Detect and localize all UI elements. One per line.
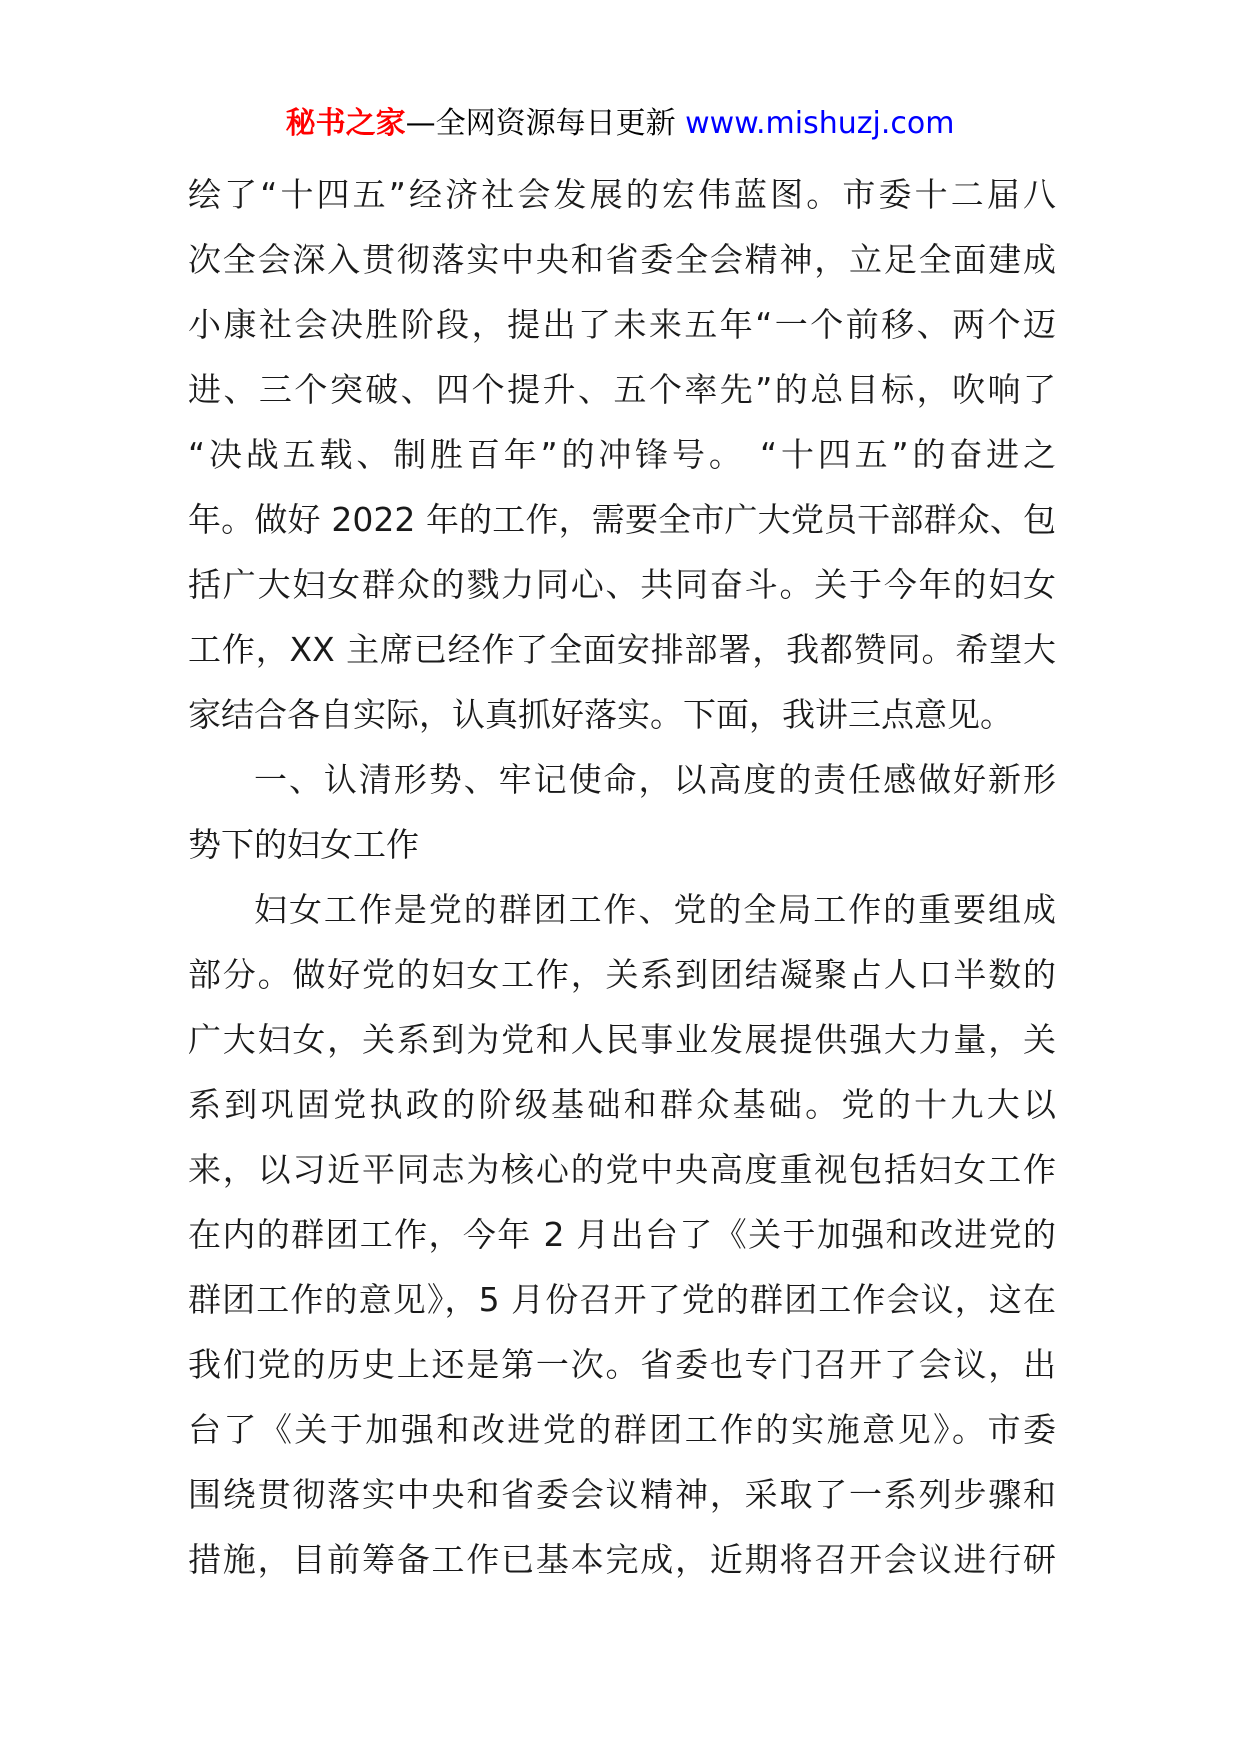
header-brand: 秘书之家 bbox=[285, 106, 406, 141]
body-line: 我们党的历史上还是第一次。省委也专门召开了会议，出 bbox=[188, 1345, 1056, 1384]
section-heading-line: 一、认清形势、牢记使命，以高度的责任感做好新形 bbox=[254, 760, 1056, 799]
header-site-link[interactable]: www.mishuzj.com bbox=[685, 106, 955, 141]
body-line: 广大妇女，关系到为党和人民事业发展提供强大力量，关 bbox=[188, 1020, 1056, 1059]
section-heading-line: 势下的妇女工作 bbox=[188, 825, 419, 864]
body-line: 来，以习近平同志为核心的党中央高度重视包括妇女工作 bbox=[188, 1150, 1056, 1189]
body-line: 在内的群团工作，今年 2 月出台了《关于加强和改进党的 bbox=[188, 1215, 1056, 1254]
body-line: 围绕贯彻落实中央和省委会议精神，采取了一系列步骤和 bbox=[188, 1475, 1056, 1514]
body-line: “决战五载、制胜百年”的冲锋号。 “十四五”的奋进之 bbox=[188, 435, 1056, 474]
body-line: 绘了“十四五”经济社会发展的宏伟蓝图。市委十二届八 bbox=[188, 175, 1056, 214]
document-body bbox=[188, 162, 1056, 1592]
page-header bbox=[0, 102, 1240, 146]
body-line: 家结合各自实际，认真抓好落实。下面，我讲三点意见。 bbox=[188, 695, 1013, 734]
body-line: 妇女工作是党的群团工作、党的全局工作的重要组成 bbox=[254, 890, 1056, 929]
body-line: 部分。做好党的妇女工作，关系到团结凝聚占人口半数的 bbox=[188, 955, 1056, 994]
body-line: 年。做好 2022 年的工作，需要全市广大党员干部群众、包 bbox=[188, 500, 1056, 539]
body-line: 系到巩固党执政的阶级基础和群众基础。党的十九大以 bbox=[188, 1085, 1056, 1124]
body-line: 台了《关于加强和改进党的群团工作的实施意见》。市委 bbox=[188, 1410, 1056, 1449]
body-line: 群团工作的意见》，5 月份召开了党的群团工作会议，这在 bbox=[188, 1280, 1056, 1319]
body-line: 括广大妇女群众的戮力同心、共同奋斗。关于今年的妇女 bbox=[188, 565, 1056, 604]
body-line: 次全会深入贯彻落实中央和省委全会精神，立足全面建成 bbox=[188, 240, 1056, 279]
body-line: 进、三个突破、四个提升、五个率先”的总目标，吹响了 bbox=[188, 370, 1056, 409]
body-line: 小康社会决胜阶段，提出了未来五年“一个前移、两个迈 bbox=[188, 305, 1056, 344]
body-line: 措施，目前筹备工作已基本完成，近期将召开会议进行研 bbox=[188, 1540, 1056, 1579]
header-tagline: —全网资源每日更新 bbox=[405, 106, 686, 141]
body-line: 工作，XX 主席已经作了全面安排部署，我都赞同。希望大 bbox=[188, 630, 1056, 669]
